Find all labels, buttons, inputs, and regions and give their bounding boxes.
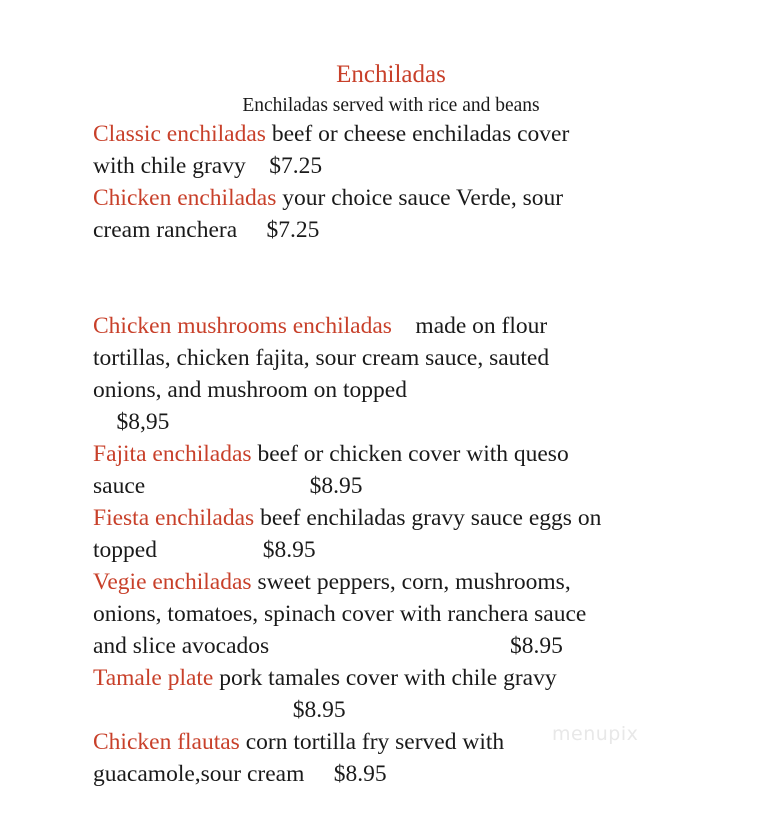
item-price: $8.95 [93, 697, 346, 723]
item-description-line: onions, tomatoes, spinach cover with ranchera sauce [93, 601, 587, 627]
item-description-line: tortillas, chicken fajita, sour cream sauce, sauted [93, 345, 550, 371]
item-name: Chicken flautas [93, 729, 240, 755]
item-description-line: onions, and mushroom on topped [93, 377, 407, 403]
menu-item-vegie-enchiladas [93, 567, 571, 597]
menu-item-tamale-plate [93, 663, 557, 693]
item-description: pork tamales cover with chile gravy [213, 665, 557, 691]
item-description: corn tortilla fry served with [239, 729, 505, 755]
item-description-line: topped $8.95 [93, 537, 316, 563]
item-description: beef or cheese enchiladas cover [265, 121, 570, 147]
item-description: made on flour [391, 313, 548, 339]
item-name: Fajita enchiladas [93, 441, 252, 467]
menu-item-chicken-flautas [93, 727, 504, 757]
item-description-line: and slice avocados $8.95 [93, 633, 563, 659]
menu-item-fiesta-enchiladas [93, 503, 601, 533]
menu-item-chicken-mushrooms-enchiladas [93, 311, 547, 341]
item-description: sweet peppers, corn, mushrooms, [251, 569, 571, 595]
item-name: Fiesta enchiladas [93, 505, 255, 531]
item-description: your choice sauce Verde, sour [276, 185, 564, 211]
item-description-line: sauce $8.95 [93, 473, 363, 499]
menu-item-chicken-enchiladas [93, 183, 563, 213]
item-price: $8,95 [93, 409, 170, 435]
item-description-line: with chile gravy $7.25 [93, 153, 323, 179]
menu-item-fajita-enchiladas [93, 439, 569, 469]
watermark-logo: menupix [552, 723, 639, 745]
section-title: Enchiladas [336, 61, 446, 88]
item-name: Chicken enchiladas [93, 185, 277, 211]
item-name: Classic enchiladas [93, 121, 266, 147]
item-description: beef or chicken cover with queso [251, 441, 569, 467]
item-name: Vegie enchiladas [93, 569, 252, 595]
item-description-line: guacamole,sour cream $8.95 [93, 761, 387, 787]
item-name: Chicken mushrooms enchiladas [93, 313, 392, 339]
item-name: Tamale plate [93, 665, 214, 691]
menu-item-classic-enchiladas [93, 119, 569, 149]
item-description: beef enchiladas gravy sauce eggs on [254, 505, 602, 531]
section-subtitle: Enchiladas served with rice and beans [242, 95, 540, 116]
item-description-line: cream ranchera $7.25 [93, 217, 320, 243]
